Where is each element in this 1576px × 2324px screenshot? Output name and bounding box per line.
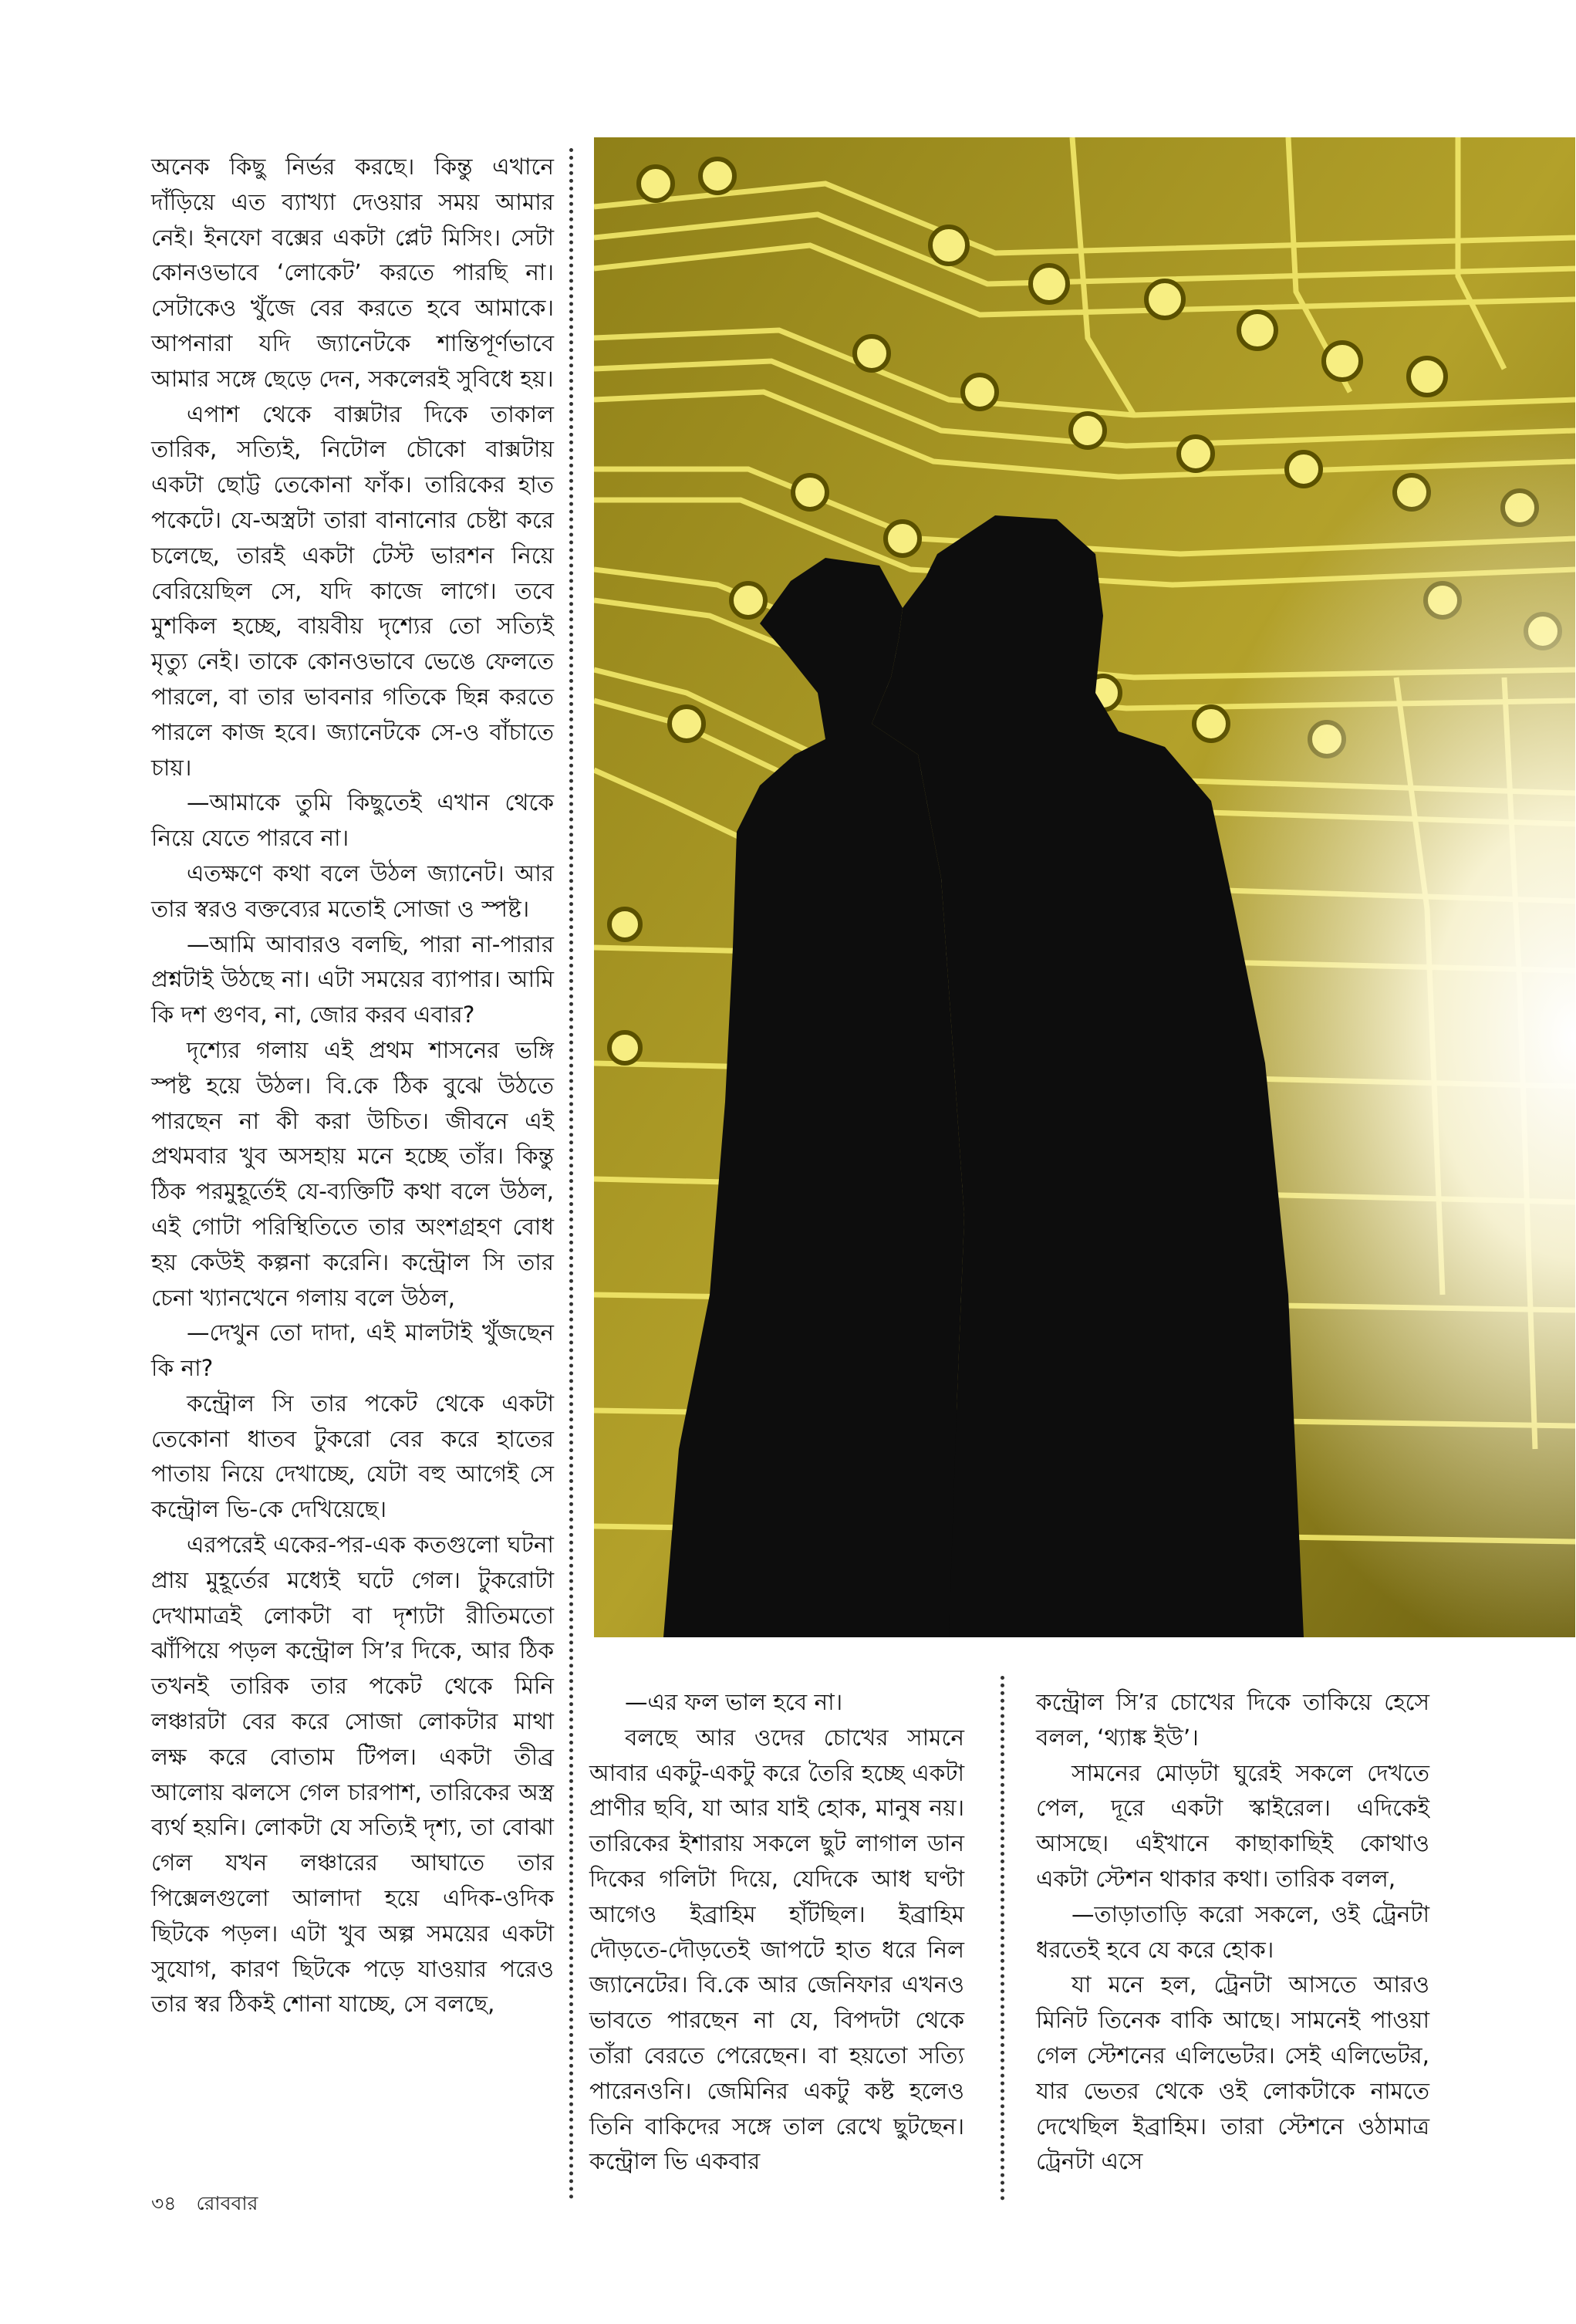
paragraph: —তাড়াতাড়ি করো সকলে, ওই ট্রেনটা ধরতেই হবে যে করে হোক। <box>1036 1900 1429 1963</box>
left-text-column <box>151 150 554 2022</box>
magazine-name: রোববার <box>196 2192 258 2214</box>
paragraph: এপাশ থেকে বাক্সটার দিকে তাকাল তারিক, সত্যিই, নিটোল চৌকো বাক্সটায় একটা ছোট্ট তেকোনা ফাঁক। তারিকের হাত পকেটে। যে-অস্ত্রটা তারা বানানোর চেষ্টা করে চলেছে, তারই একটা টেস্ট ভারশন নিয়ে বেরিয়েছিল সে, যদি কাজে লাগে। তবে মুশকিল হচ্ছে, বায়বীয় দৃশ্যের তো সত্যিই মৃত্যু নেই। তাকে কোনওভাবে ভেঙে ফেলতে পারলে, বা তার ভাবনার গতিকে ছিন্ন করতে পারলে কাজ হবে। জ্যানেটকে সে-ও বাঁচাতে চায়। <box>151 400 554 781</box>
paragraph: কন্ট্রোল সি তার পকেট থেকে একটা তেকোনা ধাতব টুকরো বের করে হাতের পাতায় নিয়ে দেখাচ্ছে, যেটা বহু আগেই সে কন্ট্রোল ভি-কে দেখিয়েছে। <box>151 1390 554 1523</box>
paragraph: —এর ফল ভাল হবে না। <box>625 1689 843 1715</box>
paragraph: —আমাকে তুমি কিছুতেই এখান থেকে নিয়ে যেতে পারবে না। <box>151 789 554 852</box>
paragraph: যা মনে হল, ট্রেনটা আসতে আরও মিনিট তিনেক বাকি আছে। সামনেই পাওয়া গেল স্টেশনের এলিভেটর। সেই এলিভেটর, যার ভেতর থেকে ওই লোকটাকে নামতে দেখেছিল ইব্রাহিম। তারা স্টেশনে ওঠামাত্র ট্রেনটা এসে <box>1036 1971 1429 2175</box>
column-rule <box>1001 1676 1004 2201</box>
page-number: ৩৪ <box>151 2192 177 2214</box>
paragraph: —আমি আবারও বলছি, পারা না-পারার প্রশ্নটাই উঠছে না। এটা সময়ের ব্যাপার। আমি কি দশ গুণব, না, জোর করব এবার? <box>151 931 554 1029</box>
paragraph: সামনের মোড়টা ঘুরেই সকলে দেখতে পেল, দূরে একটা স্কাইরেল। এদিকেই আসছে। এইখানে কাছাকাছিই কোথাও একটা স্টেশন থাকার কথা। তারিক বলল, <box>1036 1759 1429 1892</box>
paragraph: এতক্ষণে কথা বলে উঠল জ্যানেট। আর তার স্বরও বক্তব্যের মতোই সোজা ও স্পষ্ট। <box>151 860 554 922</box>
paragraph: কন্ট্রোল সি’র চোখের দিকে তাকিয়ে হেসে বলল, ‘থ্যাঙ্ক ইউ’। <box>1036 1689 1429 1751</box>
right-text-column <box>1036 1685 1429 2180</box>
paragraph: —দেখুন তো দাদা, এই মালটাই খুঁজছেন কি না? <box>151 1319 554 1382</box>
column-rule <box>569 148 573 2201</box>
paragraph: বলছে আর ওদের চোখের সামনে আবার একটু-একটু করে তৈরি হচ্ছে একটা প্রাণীর ছবি, যা আর যাই হোক, মানুষ নয়। তারিকের ইশারায় সকলে ছুট লাগাল ডান দিকের গলিটা দিয়ে, যেদিকে আধ ঘণ্টা আগেও ইব্রাহিম হাঁটছিল। ইব্রাহিম দৌড়তে-দৌড়তেই জাপটে হাত ধরে নিল জ্যানেটের। বি.কে আর জেনিফার এখনও ভাবতে পারছেন না যে, বিপদটা থেকে তাঁরা বেরতে পেরেছেন। বা হয়তো সত্যি পারেনওনি। জেমিনির একটু কষ্ট হলেও তিনি বাকিদের সঙ্গে তাল রেখে ছুটছেন। কন্ট্রোল ভি একবার <box>589 1724 964 2175</box>
middle-text-column <box>589 1685 964 2180</box>
paragraph: এরপরেই একের-পর-এক কতগুলো ঘটনা প্রায় মুহূর্তের মধ্যেই ঘটে গেল। টুকরোটা দেখামাত্রই লোকটা বা দৃশ্যটা রীতিমতো ঝাঁপিয়ে পড়ল কন্ট্রোল সি’র দিকে, আর ঠিক তখনই তারিক তার পকেট থেকে মিনি লঞ্চারটা বের করে সোজা লোকটার মাথা লক্ষ করে বোতাম টিপল। একটা তীব্র আলোয় ঝলসে গেল চারপাশ, তারিকের অস্ত্র ব্যর্থ হয়নি। লোকটা যে সত্যিই দৃশ্য, তা বোঝা গেল যখন লঞ্চারের আঘাতে তার পিক্সেলগুলো আলাদা হয়ে এদিক-ওদিক ছিটকে পড়ল। এটা খুব অল্প সময়ের একটা সুযোগ, কারণ ছিটকে পড়ে যাওয়ার পরেও তার স্বর ঠিকই শোনা যাচ্ছে, সে বলছে, <box>151 1532 554 2018</box>
paragraph: অনেক কিছু নির্ভর করছে। কিন্তু এখানে দাঁড়িয়ে এত ব্যাখ্যা দেওয়ার সময় আমার নেই। ইনফো বক্সের একটা প্লেট মিসিং। সেটা কোনওভাবে ‘লোকেট’ করতে পারছি না। সেটাকেও খুঁজে বের করতে হবে আমাকে। আপনারা যদি জ্যানেটকে শান্তিপূর্ণভাবে আমার সঙ্গে ছেড়ে দেন, সকলেরই সুবিধে হয়। <box>151 154 554 392</box>
circuit-board-silhouette-illustration <box>594 137 1575 1637</box>
paragraph: দৃশ্যের গলায় এই প্রথম শাসনের ভঙ্গি স্পষ্ট হয়ে উঠল। বি.কে ঠিক বুঝে উঠতে পারছেন না কী করা উচিত। জীবনে এই প্রথমবার খুব অসহায় মনে হচ্ছে তাঁর। কিন্তু ঠিক পরমুহূর্তেই যে-ব্যক্তিটি কথা বলে উঠল, এই গোটা পরিস্থিতিতে তার অংশগ্রহণ বোধ হয় কেউই কল্পনা করেনি। কন্ট্রোল সি তার চেনা খ্যানখেনে গলায় বলে উঠল, <box>151 1036 554 1311</box>
page-folio <box>151 2188 272 2221</box>
